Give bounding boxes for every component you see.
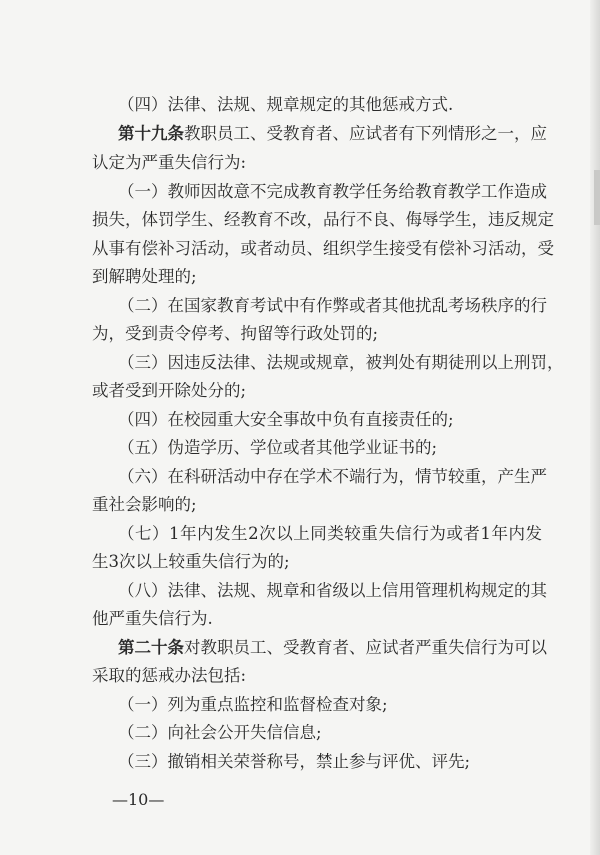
text-line: 重社会影响的; [92, 495, 197, 514]
text-line: 从事有偿补习活动，或者动员、组织学生接受有偿补习活动，受 [92, 239, 554, 258]
text-line: （一）列为重点监控和监督检查对象; [118, 695, 388, 714]
article-heading: 第十九条 [118, 124, 184, 143]
text-line: 采取的惩戒办法包括: [92, 666, 247, 685]
text-line: （八）法律、法规、规章和省级以上信用管理机构规定的其 [118, 581, 547, 600]
scan-edge [590, 0, 600, 855]
text-line: （一）教师因故意不完成教育教学任务给教育教学工作造成 [118, 182, 547, 201]
text-line: 到解聘处理的; [92, 267, 197, 286]
article-20-line: 第二十条对教职员工、受教育者、应试者严重失信行为可以 [118, 638, 547, 657]
scan-tab-mark [594, 170, 600, 225]
text-line: （七）1年内发生2次以上同类较重失信行为或者1年内发 [118, 524, 542, 543]
text-line: （五）伪造学历、学位或者其他学业证书的; [118, 438, 438, 457]
page-number: —10— [112, 790, 165, 809]
article-heading: 第二十条 [118, 638, 184, 657]
text-line: （四）法律、法规、规章规定的其他惩戒方式. [118, 95, 454, 114]
text-line: （二）向社会公开失信信息; [118, 723, 322, 742]
text-line: 或者受到开除处分的; [92, 381, 247, 400]
text-line: （三）撤销相关荣誉称号，禁止参与评优、评先; [118, 752, 471, 771]
text-line: 为，受到责令停考、拘留等行政处罚的; [92, 324, 379, 343]
text-line: 他严重失信行为. [92, 609, 213, 628]
text-line: 认定为严重失信行为: [92, 153, 247, 172]
text-line: 生3次以上较重失信行为的; [92, 552, 290, 571]
text-line: 损失，体罚学生、经教育不改，品行不良、侮辱学生，违反规定 [92, 210, 554, 229]
text-line: （三）因违反法律、法规或规章，被判处有期徒刑以上刑罚， [118, 353, 564, 372]
text-line: （六）在科研活动中存在学术不端行为，情节较重，产生严 [118, 467, 547, 486]
text-line: （二）在国家教育考试中有作弊或者其他扰乱考场秩序的行 [118, 296, 547, 315]
text-line: （四）在校园重大安全事故中负有直接责任的; [118, 410, 454, 429]
article-19-line: 第十九条教职员工、受教育者、应试者有下列情形之一，应 [118, 124, 547, 143]
